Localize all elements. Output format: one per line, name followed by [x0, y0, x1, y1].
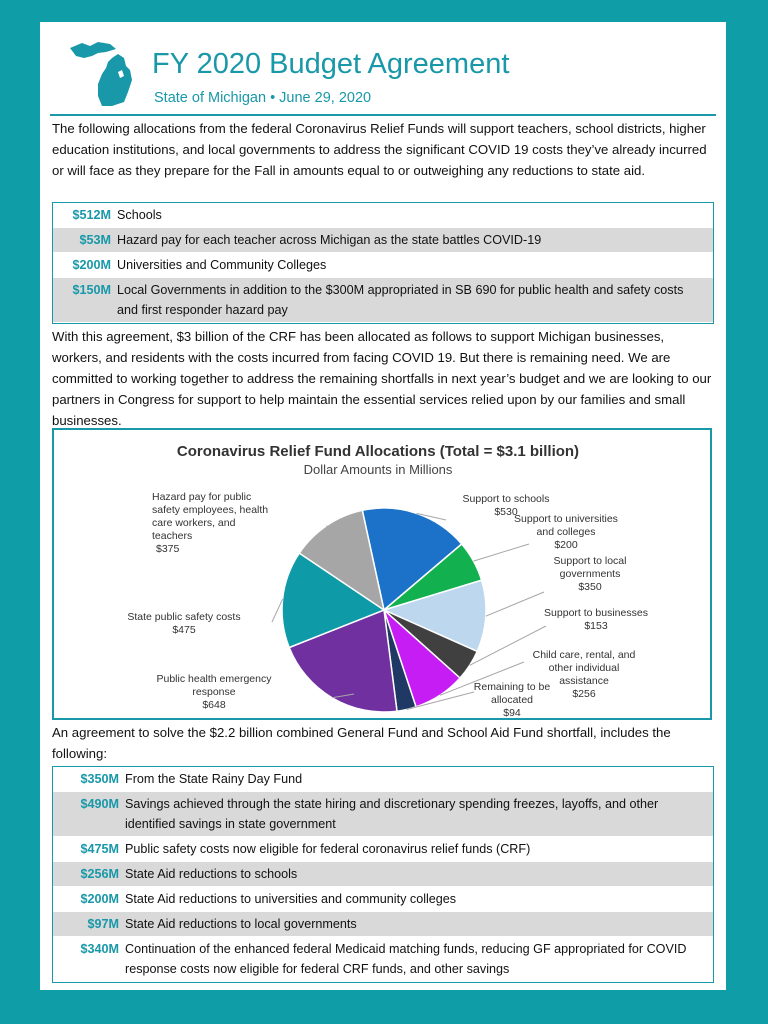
table-row [53, 837, 713, 862]
row-description: Public safety costs now eligible for federal coronavirus relief funds (CRF) [125, 842, 531, 856]
row-amount: $350M [80, 772, 119, 786]
chart-title: Coronavirus Relief Fund Allocations (Total = $3.1 billion) [176, 443, 580, 460]
slice-value-label: $256 [572, 688, 596, 700]
table-row [53, 253, 713, 278]
row-description: From the State Rainy Day Fund [125, 772, 303, 786]
table-row [53, 792, 713, 837]
slice-label: Support to schools $530 [462, 493, 550, 518]
slice-value-label: $648 [202, 699, 226, 711]
row-description: Hazard pay for each teacher across Michigan as the state battles COVID-19 [117, 233, 542, 247]
slice-label: Hazard pay for public safety employees, health care workers, and teachers $375 [152, 491, 269, 555]
table-row [53, 937, 713, 982]
pie-chart-box [52, 428, 712, 720]
allocation-paragraph: With this agreement, $3 billion of the CRF has been allocated as follows to support Michigan businesses, workers, and residents with the costs incurred from facing COVID 19. But there is remaining need. We are committed to working together to address the remaining shortfalls in next year’s budget and we are looking to our partners in Congress for support to help maintain the essential services relied upon by our families and small businesses. [52, 329, 712, 428]
row-description: Continuation of the enhanced federal Medicaid matching funds, reducing GF appropriated for COVID response costs now eligible for federal CRF funds, and other savings [125, 942, 687, 976]
slice-value-label: $153 [584, 620, 608, 632]
leader-line [486, 592, 544, 616]
header-divider [50, 114, 716, 116]
pie-chart [54, 430, 710, 718]
row-description: Schools [117, 208, 162, 222]
crf-allocations-table [52, 202, 714, 324]
row-amount: $200M [80, 892, 119, 906]
shortfall-solutions-table [52, 766, 714, 983]
page-title: FY 2020 Budget Agreement [152, 48, 510, 80]
slice-value-label: $200 [554, 539, 578, 551]
slice-label: Remaining to be allocated $94 [473, 681, 551, 718]
row-description: State Aid reductions to schools [125, 867, 298, 881]
table-row [53, 887, 713, 912]
row-description: Universities and Community Colleges [117, 258, 327, 272]
michigan-map-icon [68, 40, 142, 108]
table-row [53, 912, 713, 937]
document-page [40, 22, 726, 990]
row-amount: $97M [87, 917, 119, 931]
slice-label: Public health emergency response $648 [156, 673, 272, 711]
row-amount: $200M [72, 258, 111, 272]
slice-label: Support to universities and colleges $200 [514, 513, 618, 551]
row-amount: $490M [80, 797, 119, 811]
row-amount: $256M [80, 867, 119, 881]
slice-value-label: $530 [494, 506, 518, 518]
slice-label: Child care, rental, and other individual assistance $256 [532, 649, 636, 700]
row-amount: $340M [80, 942, 119, 956]
row-description: State Aid reductions to local governments [125, 917, 357, 931]
slice-value-label: $475 [172, 624, 196, 636]
table-row [53, 203, 713, 228]
page-subtitle: State of Michigan • June 29, 2020 [154, 90, 372, 106]
row-description: Savings achieved through the state hiring and discretionary spending freezes, layoffs, and other identified savings in state government [125, 797, 659, 831]
slice-value-label: $350 [578, 581, 602, 593]
table-row [53, 862, 713, 887]
shortfall-paragraph: An agreement to solve the $2.2 billion combined General Fund and School Aid Fund shortfall, includes the following: [52, 725, 671, 761]
table-row [53, 228, 713, 253]
table-row [53, 278, 713, 323]
leader-line [272, 599, 283, 622]
intro-paragraph: The following allocations from the federal Coronavirus Relief Funds will support teachers, school districts, higher education institutions, and local governments to address the significant COVID 19 costs they’ve already incurred or will face as they prepare for the Fall in amounts equal to or outweighing any reductions to state aid. [52, 121, 707, 178]
slice-label: Support to businesses $153 [544, 607, 648, 632]
slice-value-label: $375 [156, 543, 180, 555]
chart-subtitle: Dollar Amounts in Millions [303, 462, 453, 477]
slice-label: State public safety costs $475 [127, 611, 241, 636]
row-amount: $512M [72, 208, 111, 222]
row-description: State Aid reductions to universities and community colleges [125, 892, 457, 906]
slice-value-label: $94 [503, 707, 521, 718]
row-amount: $475M [80, 842, 119, 856]
header [40, 22, 726, 114]
leader-line [474, 544, 530, 561]
row-description: Local Governments in addition to the $300M appropriated in SB 690 for public health and safety costs and first responder hazard pay [117, 283, 684, 317]
slice-label: Support to local governments $350 [553, 555, 627, 593]
row-amount: $53M [79, 233, 111, 247]
table-row [53, 767, 713, 792]
row-amount: $150M [72, 283, 111, 297]
